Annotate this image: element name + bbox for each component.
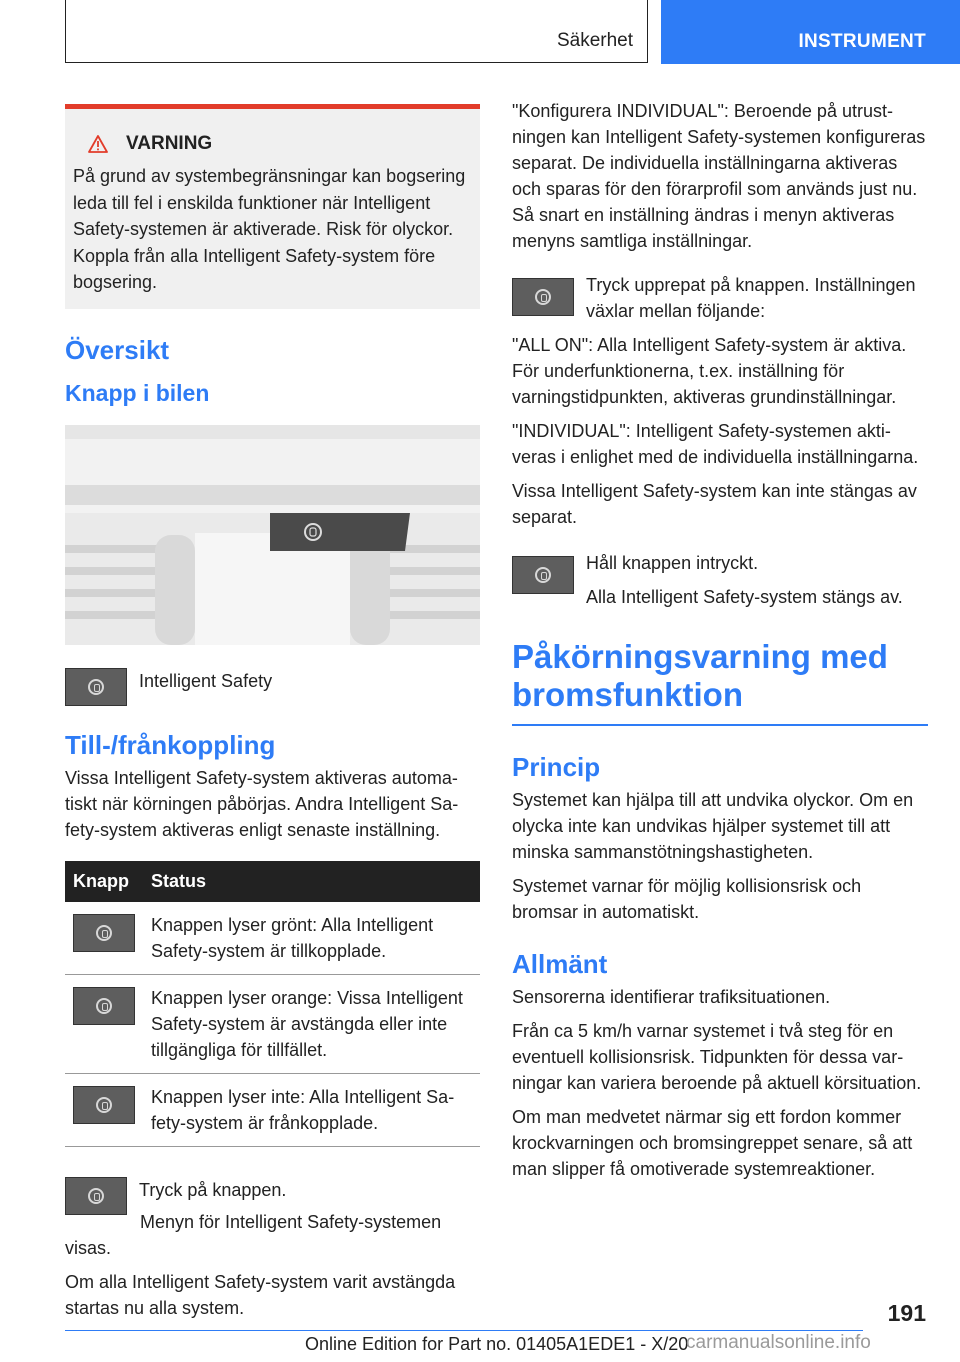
section-title: Säkerhet bbox=[556, 30, 633, 51]
principle-text-2: Systemet varnar för möjlig kollisionsrisk och bromsar in automatiskt. bbox=[512, 876, 862, 922]
warning-triangle-icon bbox=[88, 135, 108, 153]
individual-text: "INDIVIDUAL": Intelligent Safety-systemen aktiveras i enlighet med de individuella inställningarna. bbox=[512, 421, 919, 467]
hold-result-text: Alla Intelligent Safety-system stängs av. bbox=[586, 587, 903, 607]
configure-individual-text: "Konfigurera INDIVIDUAL": Beroende på utrustningen kan Intelligent Safety-systemen konfigureras separat. De individuella inställningarna aktiveras och sparas för den förarprofil som används just nu. Så snart en inställning ändras i menyn aktiveras menyns samtliga inställningar. bbox=[512, 101, 926, 251]
right-column bbox=[512, 98, 928, 1182]
warning-title: VARNING bbox=[126, 133, 213, 154]
intelligent-safety-button-icon bbox=[512, 278, 574, 316]
header-section-box bbox=[65, 0, 648, 63]
general-text-1: Sensorerna identifierar trafiksituationen. bbox=[512, 987, 831, 1007]
principle-text-1: Systemet kan hjälpa till att undvika olyckor. Om en olycka inte kan undvikas hjälper systemet till att minska sammanstötningshastigheten. bbox=[512, 790, 914, 862]
toggle-intro: Vissa Intelligent Safety-system aktiveras automatiskt när körningen påbörjas. Andra Intelligent Safety-system aktiveras enligt senaste inställning. bbox=[65, 768, 459, 840]
warning-box bbox=[65, 104, 480, 309]
status-table-header bbox=[65, 861, 480, 902]
status-text: Knappen lyser inte: Alla Intelligent Safety-system är frånkopplade. bbox=[143, 1074, 480, 1147]
overview-heading: Översikt bbox=[65, 335, 170, 365]
table-row bbox=[65, 1074, 480, 1147]
status-text: Knappen lyser orange: Vissa Intelligent Safety-system är avstängda eller inte tillgängliga för tillfället. bbox=[143, 975, 480, 1074]
press-result: Menyn för Intelligent Safety-systemen visas. bbox=[65, 1212, 442, 1258]
footer-watermark: carmanualsonline.info bbox=[686, 1332, 871, 1353]
general-text-3: Om man medvetet närmar sig ett fordon kommer krockvarningen och bromsingreppet senare, så att man slipper få omotiverade systemreaktioner. bbox=[512, 1107, 913, 1179]
warning-header bbox=[88, 133, 468, 155]
intelligent-safety-button-icon bbox=[73, 987, 135, 1025]
intelligent-safety-button-icon bbox=[73, 1086, 135, 1124]
table-row bbox=[65, 902, 480, 975]
intelligent-safety-button-icon bbox=[512, 556, 574, 594]
intelligent-safety-button-legend bbox=[65, 668, 480, 706]
cannot-off-text: Vissa Intelligent Safety-system kan inte stängas av separat. bbox=[512, 481, 917, 527]
hold-step bbox=[512, 550, 928, 610]
status-text: Knappen lyser grönt: Alla Intelligent Safety-system är tillkopplade. bbox=[143, 902, 480, 975]
left-column bbox=[65, 104, 480, 1321]
principle-heading: Princip bbox=[512, 752, 601, 782]
dashboard-button-photo bbox=[65, 425, 480, 645]
press-note: Om alla Intelligent Safety-system varit avstängda startas nu alla system. bbox=[65, 1272, 456, 1318]
status-table bbox=[65, 861, 480, 1147]
table-row bbox=[65, 975, 480, 1074]
all-on-text: "ALL ON": Alla Intelligent Safety-system är aktiva. För underfunktionerna, t.ex. inställning för varningstidpunkten, aktiveras grundinställningar. bbox=[512, 335, 907, 407]
general-heading: Allmänt bbox=[512, 949, 608, 979]
intelligent-safety-button-icon bbox=[65, 668, 127, 706]
general-text-2: Från ca 5 km/h varnar systemet i två steg för en eventuell kollisionsrisk. Tidpunkten för dessa varningar kan variera beroende på aktuell körsituation. bbox=[512, 1021, 922, 1093]
col-header-status: Status bbox=[143, 861, 480, 902]
page-number: 191 bbox=[887, 1300, 926, 1326]
footer-divider bbox=[65, 1330, 863, 1331]
button-in-car-heading: Knapp i bilen bbox=[65, 380, 210, 406]
intelligent-safety-button-icon bbox=[65, 1177, 127, 1215]
press-step-text: Tryck på knappen. bbox=[139, 1180, 287, 1200]
col-header-button: Knapp bbox=[65, 861, 143, 902]
footer-edition: Online Edition for Part no. 01405A1EDE1 - X/20 bbox=[305, 1334, 689, 1354]
warning-text: På grund av systembegränsningar kan bogsering leda till fel i enskilda funktioner när Intelligent Safety-systemen är aktiverade. Risk för olyckor. Koppla från alla Intelligent Safety-system före bogsering. bbox=[73, 166, 466, 292]
button-caption: Intelligent Safety bbox=[139, 671, 273, 691]
intelligent-safety-button-icon bbox=[73, 914, 135, 952]
header-chapter-tab bbox=[661, 0, 960, 64]
toggle-heading: Till-/frånkoppling bbox=[65, 730, 276, 760]
hold-step-text: Håll knappen intryckt. bbox=[586, 553, 759, 573]
repeat-step-text: Tryck upprepat på knappen. Inställningen växlar mellan följande: bbox=[586, 275, 916, 321]
chapter-title: INSTRUMENT bbox=[798, 31, 926, 52]
collision-warning-heading: Påkörningsvarning med bromsfunktion bbox=[512, 638, 928, 726]
repeat-step bbox=[512, 272, 928, 324]
